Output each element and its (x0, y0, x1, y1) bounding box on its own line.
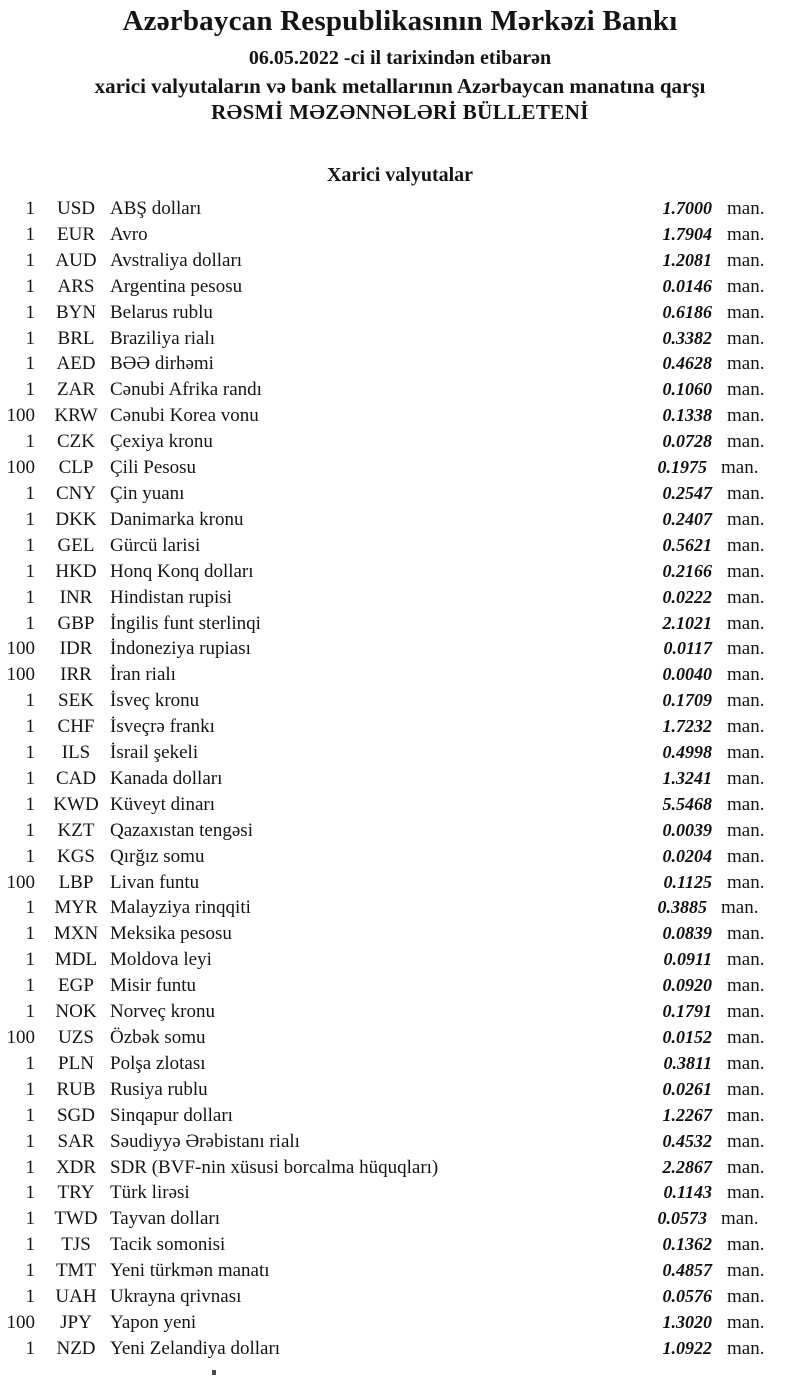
row-currency-name: Avro (110, 223, 148, 245)
row-currency-code: PLN (58, 1052, 94, 1074)
row-rate-value: 0.0222 (662, 586, 712, 607)
rate-row (0, 714, 800, 740)
row-currency-name: İsveç kronu (110, 690, 200, 712)
row-rate-value: 1.2081 (662, 249, 712, 270)
row-unit-label: man. (727, 508, 765, 530)
row-unit-label: man. (727, 379, 765, 401)
row-rate-value: 1.2267 (662, 1104, 712, 1125)
row-quantity: 1 (25, 793, 35, 815)
row-currency-code: TMT (55, 1260, 97, 1282)
row-rate-value: 0.1338 (662, 405, 712, 426)
row-quantity: 1 (25, 534, 35, 556)
row-rate-value: 0.4857 (662, 1260, 712, 1281)
row-currency-name: Tayvan dolları (110, 1208, 220, 1230)
row-currency-code: TWD (54, 1208, 98, 1230)
rate-row (0, 507, 800, 533)
rate-row (0, 274, 800, 300)
row-currency-name: Yapon yeni (110, 1311, 197, 1333)
row-rate-value: 1.7904 (662, 223, 712, 244)
row-unit-label: man. (727, 353, 765, 375)
row-quantity: 1 (25, 1001, 35, 1023)
row-unit-label: man. (727, 949, 765, 971)
row-currency-code: INR (59, 586, 93, 608)
row-currency-code: ARS (57, 275, 95, 297)
rate-row (0, 1180, 800, 1206)
row-unit-label: man. (727, 431, 765, 453)
row-currency-name: Livan funtu (110, 871, 200, 893)
row-quantity: 1 (25, 767, 35, 789)
rate-row (0, 688, 800, 714)
rate-row (0, 895, 800, 921)
row-quantity: 1 (25, 1337, 35, 1359)
row-currency-name: Özbək somu (110, 1027, 206, 1048)
row-rate-value: 0.1125 (663, 871, 712, 892)
row-currency-code: CZK (57, 431, 95, 453)
row-currency-code: MYR (54, 897, 98, 919)
row-currency-code: ZAR (57, 379, 95, 401)
row-rate-value: 0.2547 (662, 482, 712, 503)
row-currency-code: AUD (55, 249, 97, 271)
row-rate-value: 0.0146 (662, 275, 712, 296)
rate-row (0, 1258, 800, 1284)
row-quantity: 1 (25, 1078, 35, 1100)
rate-row (0, 326, 800, 352)
row-quantity: 100 (6, 457, 35, 479)
row-rate-value: 0.0040 (662, 664, 712, 685)
rate-row (0, 196, 800, 222)
row-unit-label: man. (727, 560, 765, 582)
row-currency-name: Braziliya rialı (110, 327, 215, 349)
row-unit-label: man. (727, 1286, 765, 1308)
row-currency-name: Belarus rublu (110, 301, 213, 323)
row-unit-label: man. (727, 1104, 765, 1126)
row-currency-code: LBP (58, 871, 94, 893)
row-currency-code: SGD (56, 1104, 95, 1126)
row-unit-label: man. (721, 457, 759, 479)
row-quantity: 1 (25, 1052, 35, 1074)
row-quantity: 1 (25, 586, 35, 608)
row-currency-name: Meksika pesosu (110, 923, 232, 945)
row-rate-value: 1.0922 (662, 1337, 712, 1358)
row-currency-code: UAH (55, 1286, 97, 1308)
row-rate-value: 0.5621 (662, 534, 712, 555)
row-unit-label: man. (727, 690, 765, 712)
row-currency-name: Yeni Zelandiya dolları (110, 1337, 281, 1359)
row-quantity: 1 (25, 301, 35, 323)
row-unit-label: man. (727, 1182, 765, 1204)
row-currency-code: HKD (55, 560, 97, 582)
row-currency-name: Hindistan rupisi (110, 586, 232, 608)
rate-row (0, 455, 800, 481)
rate-row (0, 1077, 800, 1103)
row-currency-code: ILS (61, 742, 91, 764)
row-rate-value: 0.1975 (657, 457, 707, 478)
row-unit-label: man. (721, 1208, 759, 1230)
row-currency-name: Cənubi Afrika randı (110, 379, 262, 401)
row-quantity: 1 (25, 353, 35, 375)
row-currency-code: NZD (56, 1337, 96, 1359)
row-currency-name: İsveçrə frankı (110, 716, 215, 738)
row-unit-label: man. (727, 482, 765, 504)
rate-row (0, 403, 800, 429)
row-unit-label: man. (727, 1001, 765, 1023)
row-rate-value: 0.0152 (662, 1027, 712, 1047)
row-rate-value: 0.3382 (662, 327, 712, 348)
row-currency-code: KGS (56, 845, 95, 867)
row-currency-code: USD (56, 198, 95, 219)
row-unit-label: man. (727, 1156, 765, 1178)
row-rate-value: 0.0911 (663, 949, 712, 970)
row-quantity: 1 (25, 1260, 35, 1282)
row-rate-value: 0.0573 (657, 1208, 707, 1229)
rate-row (0, 1155, 800, 1181)
rate-row (0, 1284, 800, 1310)
row-currency-name: BƏƏ dirhəmi (110, 353, 214, 375)
row-quantity: 1 (25, 198, 35, 219)
rates-table (0, 196, 800, 1362)
row-currency-name: Çili Pesosu (110, 457, 197, 479)
row-rate-value: 2.1021 (662, 612, 712, 633)
row-unit-label: man. (727, 534, 765, 556)
row-unit-label: man. (727, 742, 765, 764)
row-currency-name: Ukrayna qrivnası (110, 1286, 242, 1308)
row-quantity: 1 (25, 923, 35, 945)
row-currency-code: CNY (55, 482, 97, 504)
row-rate-value: 0.2407 (662, 508, 712, 529)
row-currency-name: Polşa zlotası (110, 1052, 206, 1074)
rate-row (0, 636, 800, 662)
row-currency-code: UZS (58, 1027, 94, 1048)
page-title: Azərbaycan Respublikasının Mərkəzi Bankı (122, 5, 678, 37)
row-unit-label: man. (727, 301, 765, 323)
row-quantity: 1 (25, 1208, 35, 1230)
row-quantity: 1 (25, 1156, 35, 1178)
row-currency-name: Honq Konq dolları (110, 560, 254, 582)
row-currency-code: MDL (54, 949, 98, 971)
row-currency-name: Norveç kronu (110, 1001, 215, 1023)
rate-row (0, 844, 800, 870)
row-quantity: 1 (25, 1130, 35, 1152)
row-quantity: 1 (25, 482, 35, 504)
row-currency-code: IDR (59, 638, 93, 660)
row-currency-name: Argentina pesosu (110, 275, 243, 297)
row-currency-name: Gürcü larisi (110, 534, 201, 556)
row-unit-label: man. (727, 975, 765, 997)
row-rate-value: 0.1791 (662, 1001, 712, 1022)
row-unit-label: man. (727, 1130, 765, 1152)
row-quantity: 100 (6, 871, 35, 893)
row-currency-name: Danimarka kronu (110, 508, 244, 530)
row-unit-label: man. (727, 819, 765, 841)
row-quantity: 1 (25, 612, 35, 634)
row-currency-name: Qırğız somu (110, 845, 205, 867)
row-currency-name: Sinqapur dolları (110, 1104, 233, 1126)
row-quantity: 1 (25, 975, 35, 997)
row-unit-label: man. (727, 249, 765, 271)
rate-row (0, 429, 800, 455)
row-unit-label: man. (727, 1337, 765, 1359)
row-currency-name: Türk lirəsi (110, 1182, 190, 1204)
row-quantity: 1 (25, 1234, 35, 1256)
row-currency-name: Malayziya rinqqiti (110, 897, 251, 919)
rate-row (0, 222, 800, 248)
rate-row (0, 766, 800, 792)
row-quantity: 100 (6, 1311, 35, 1333)
row-currency-code: KWD (53, 793, 99, 815)
row-rate-value: 0.2166 (662, 560, 712, 581)
row-currency-code: TJS (61, 1234, 91, 1256)
row-currency-name: Səudiyyə Ərəbistanı rialı (110, 1130, 300, 1152)
row-currency-code: AED (56, 353, 96, 375)
rate-row (0, 1336, 800, 1362)
row-unit-label: man. (727, 664, 765, 686)
row-unit-label: man. (727, 716, 765, 738)
row-currency-name: ABŞ dolları (110, 198, 202, 219)
row-rate-value: 0.4628 (662, 353, 712, 374)
row-rate-value: 0.4998 (662, 742, 712, 763)
rate-row (0, 921, 800, 947)
row-quantity: 1 (25, 560, 35, 582)
row-quantity: 1 (25, 716, 35, 738)
rate-row (0, 1310, 800, 1336)
row-currency-code: DKK (55, 508, 97, 530)
row-unit-label: man. (727, 1052, 765, 1074)
row-currency-code: JPY (60, 1311, 92, 1333)
rate-row (0, 533, 800, 559)
row-rate-value: 0.0261 (662, 1078, 712, 1099)
row-currency-code: KRW (54, 405, 98, 427)
row-currency-code: TRY (57, 1182, 95, 1204)
row-currency-code: BYN (55, 301, 97, 323)
row-quantity: 100 (6, 664, 35, 686)
row-unit-label: man. (727, 923, 765, 945)
row-quantity: 100 (6, 1027, 35, 1048)
row-unit-label: man. (727, 793, 765, 815)
row-quantity: 1 (25, 327, 35, 349)
row-currency-name: Çexiya kronu (110, 431, 213, 453)
row-currency-code: KZT (57, 819, 95, 841)
row-currency-name: Cənubi Korea vonu (110, 405, 259, 427)
row-quantity: 1 (25, 249, 35, 271)
row-quantity: 1 (25, 223, 35, 245)
row-currency-code: GEL (57, 534, 95, 556)
row-currency-code: CLP (58, 457, 94, 479)
row-unit-label: man. (727, 1078, 765, 1100)
rate-row (0, 1232, 800, 1258)
row-unit-label: man. (727, 1260, 765, 1282)
row-unit-label: man. (727, 1234, 765, 1256)
rate-row (0, 818, 800, 844)
rate-row (0, 870, 800, 896)
row-unit-label: man. (727, 223, 765, 245)
rate-row (0, 300, 800, 326)
row-currency-name: Yeni türkmən manatı (110, 1260, 270, 1282)
row-rate-value: 2.2867 (662, 1156, 712, 1177)
row-quantity: 1 (25, 897, 35, 919)
row-unit-label: man. (727, 612, 765, 634)
row-unit-label: man. (727, 405, 765, 427)
row-currency-code: SAR (57, 1130, 95, 1152)
row-currency-code: CAD (55, 767, 97, 789)
row-rate-value: 1.3241 (662, 767, 712, 788)
rate-row (0, 351, 800, 377)
row-unit-label: man. (727, 1311, 765, 1333)
rate-row (0, 1206, 800, 1232)
row-currency-name: Qazaxıstan tengəsi (110, 819, 253, 841)
row-currency-name: SDR (BVF-nin xüsusi borcalma hüquqları) (110, 1156, 439, 1178)
row-currency-code: EGP (58, 975, 94, 997)
row-rate-value: 1.7232 (662, 716, 712, 737)
row-rate-value: 0.1362 (662, 1234, 712, 1255)
row-currency-name: Tacik somonisi (110, 1234, 226, 1256)
row-rate-value: 0.1143 (663, 1182, 712, 1203)
row-quantity: 1 (25, 431, 35, 453)
row-currency-code: RUB (56, 1078, 96, 1100)
row-quantity: 100 (6, 405, 35, 427)
row-quantity: 1 (25, 690, 35, 712)
row-quantity: 1 (25, 845, 35, 867)
row-currency-name: Rusiya rublu (110, 1078, 208, 1100)
row-quantity: 1 (25, 508, 35, 530)
bulletin-title: RƏSMİ MƏZƏNNƏLƏRİ BÜLLETENİ (211, 100, 589, 124)
row-rate-value: 0.0117 (663, 638, 712, 659)
row-quantity: 1 (25, 742, 35, 764)
row-currency-code: CHF (57, 716, 95, 738)
row-currency-code: GBP (57, 612, 95, 634)
row-unit-label: man. (727, 586, 765, 608)
row-rate-value: 0.0204 (662, 845, 712, 866)
row-rate-value: 0.0576 (662, 1286, 712, 1307)
row-currency-name: Çin yuanı (110, 482, 185, 504)
row-currency-code: EUR (57, 223, 95, 245)
row-quantity: 1 (25, 1182, 35, 1204)
rate-row (0, 1051, 800, 1077)
row-currency-name: Misir funtu (110, 975, 197, 997)
row-rate-value: 0.0839 (662, 923, 712, 944)
row-currency-code: XDR (55, 1156, 97, 1178)
rate-row (0, 481, 800, 507)
rate-row (0, 1103, 800, 1129)
rate-row (0, 947, 800, 973)
rate-row (0, 973, 800, 999)
row-currency-name: İndoneziya rupiası (110, 638, 251, 660)
row-currency-code: BRL (57, 327, 95, 349)
row-rate-value: 0.0039 (662, 819, 712, 840)
row-rate-value: 1.7000 (662, 198, 712, 218)
row-rate-value: 0.0728 (662, 431, 712, 452)
row-unit-label: man. (727, 275, 765, 297)
row-currency-name: İngilis funt sterlinqi (110, 612, 261, 634)
row-rate-value: 0.3811 (663, 1052, 712, 1073)
rate-row (0, 1025, 800, 1051)
row-quantity: 1 (25, 949, 35, 971)
row-rate-value: 0.6186 (662, 301, 712, 322)
row-currency-name: Küveyt dinarı (110, 793, 216, 815)
rate-row (0, 1129, 800, 1155)
row-rate-value: 0.3885 (657, 897, 707, 918)
row-unit-label: man. (727, 767, 765, 789)
row-unit-label: man. (727, 871, 765, 893)
row-unit-label: man. (727, 327, 765, 349)
section-title-foreign-currencies: Xarici valyutalar (326, 164, 474, 186)
row-unit-label: man. (727, 1027, 765, 1048)
rate-row (0, 559, 800, 585)
row-currency-name: Moldova leyi (110, 949, 212, 971)
row-currency-code: IRR (60, 664, 92, 686)
row-unit-label: man. (727, 845, 765, 867)
row-currency-code: SEK (58, 690, 94, 712)
row-quantity: 1 (25, 1286, 35, 1308)
row-currency-code: MXN (53, 923, 99, 945)
rate-row (0, 611, 800, 637)
row-rate-value: 0.1709 (662, 690, 712, 711)
row-currency-code: NOK (55, 1001, 97, 1023)
row-rate-value: 0.4532 (662, 1130, 712, 1151)
row-rate-value: 0.0920 (662, 975, 712, 996)
rate-row (0, 999, 800, 1025)
row-currency-name: İsrail şekeli (110, 742, 199, 764)
effective-date-line: 06.05.2022 -ci il tarixindən etibarən (248, 47, 552, 69)
subject-line: xarici valyutaların və bank metallarının Azərbaycan manatına qarşı (94, 74, 706, 98)
row-currency-name: İran rialı (110, 664, 176, 686)
rate-row (0, 377, 800, 403)
rate-row (0, 662, 800, 688)
rate-row (0, 248, 800, 274)
row-quantity: 100 (6, 638, 35, 660)
row-quantity: 1 (25, 1104, 35, 1126)
row-currency-name: Avstraliya dolları (110, 249, 243, 271)
rate-row (0, 740, 800, 766)
row-quantity: 1 (25, 379, 35, 401)
rate-row (0, 585, 800, 611)
row-quantity: 1 (25, 275, 35, 297)
row-unit-label: man. (727, 638, 765, 660)
rate-row (0, 792, 800, 818)
row-quantity: 1 (25, 819, 35, 841)
row-currency-name: Kanada dolları (110, 767, 223, 789)
row-rate-value: 0.1060 (662, 379, 712, 400)
row-rate-value: 5.5468 (662, 793, 712, 814)
row-unit-label: man. (727, 198, 765, 219)
scan-artifact-speck (212, 1370, 216, 1375)
row-unit-label: man. (721, 897, 759, 919)
row-rate-value: 1.3020 (662, 1311, 712, 1332)
